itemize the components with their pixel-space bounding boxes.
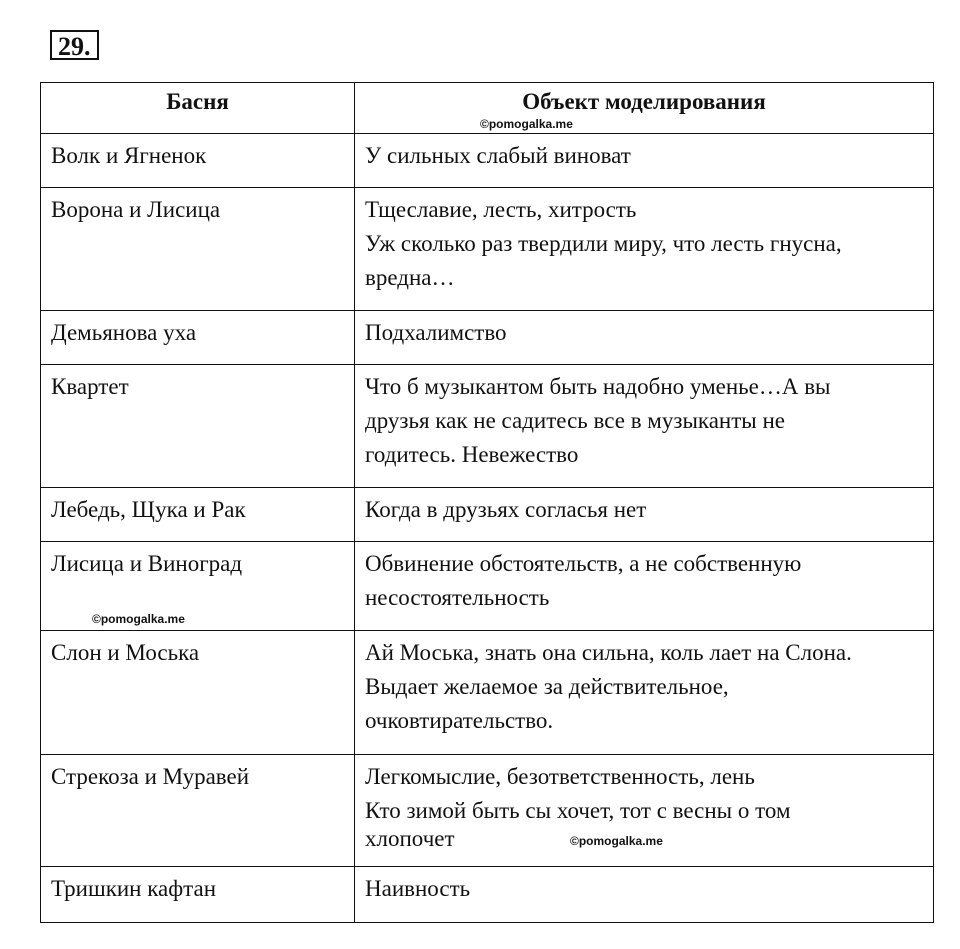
object-line: очковтирательство. (365, 708, 554, 733)
object-line: Легкомыслие, безответственность, лень (365, 764, 755, 789)
object-line: годитесь. Невежество (365, 442, 579, 467)
fable-cell: Лисица и Виноград (41, 542, 355, 631)
object-line: Что б музыкантом быть надобно уменье…А вы (365, 374, 831, 399)
object-cell (355, 631, 934, 755)
table-row (41, 488, 934, 542)
object-line: Выдает желаемое за действительное, (365, 674, 729, 699)
object-cell (355, 542, 934, 631)
column-header-fable: Басня (41, 83, 355, 134)
fable-cell: Квартет (41, 365, 355, 488)
task-number: 29. (50, 30, 99, 60)
object-line: Когда в друзьях согласья нет (365, 497, 647, 522)
fable-cell: Лебедь, Щука и Рак (41, 488, 355, 542)
fable-cell: Стрекоза и Муравей (41, 755, 355, 867)
table-row (41, 134, 934, 188)
object-line: Кто зимой быть сы хочет, тот с весны о том (365, 798, 791, 823)
object-line: Обвинение обстоятельств, а не собственную (365, 551, 802, 576)
watermark: ©pomogalka.me (92, 612, 185, 626)
object-line: У сильных слабый виноват (365, 143, 631, 168)
object-line: Тщеславие, лесть, хитрость (365, 197, 637, 222)
object-line: Ай Моська, знать она сильна, коль лает на Слона. (365, 640, 852, 665)
object-cell (355, 311, 934, 365)
object-line: несостоятельность (365, 585, 550, 610)
object-cell (355, 867, 934, 923)
object-cell (355, 488, 934, 542)
fable-cell: Волк и Ягненок (41, 134, 355, 188)
object-line: Подхалимство (365, 320, 507, 345)
object-cell (355, 134, 934, 188)
object-cell (355, 365, 934, 488)
table-row (41, 631, 934, 755)
table-row (41, 365, 934, 488)
column-header-object: Объект моделирования (355, 83, 934, 134)
table-row (41, 311, 934, 365)
object-line: Уж сколько раз твердили миру, что лесть гнусна, (365, 231, 842, 256)
fable-cell: Тришкин кафтан (41, 867, 355, 923)
fable-cell: Слон и Моська (41, 631, 355, 755)
object-line: друзья как не садитесь все в музыканты не (365, 408, 786, 433)
table-row (41, 755, 934, 867)
object-cell (355, 755, 934, 867)
fable-cell: Ворона и Лисица (41, 188, 355, 311)
watermark: ©pomogalka.me (480, 117, 573, 131)
object-line: вредна… (365, 265, 455, 290)
object-line: хлопочет (365, 826, 455, 851)
fable-cell: Демьянова уха (41, 311, 355, 365)
table-row (41, 867, 934, 923)
object-line: Наивность (365, 876, 471, 901)
fables-table (40, 82, 934, 923)
object-cell (355, 188, 934, 311)
table-row (41, 188, 934, 311)
watermark: ©pomogalka.me (570, 834, 663, 848)
